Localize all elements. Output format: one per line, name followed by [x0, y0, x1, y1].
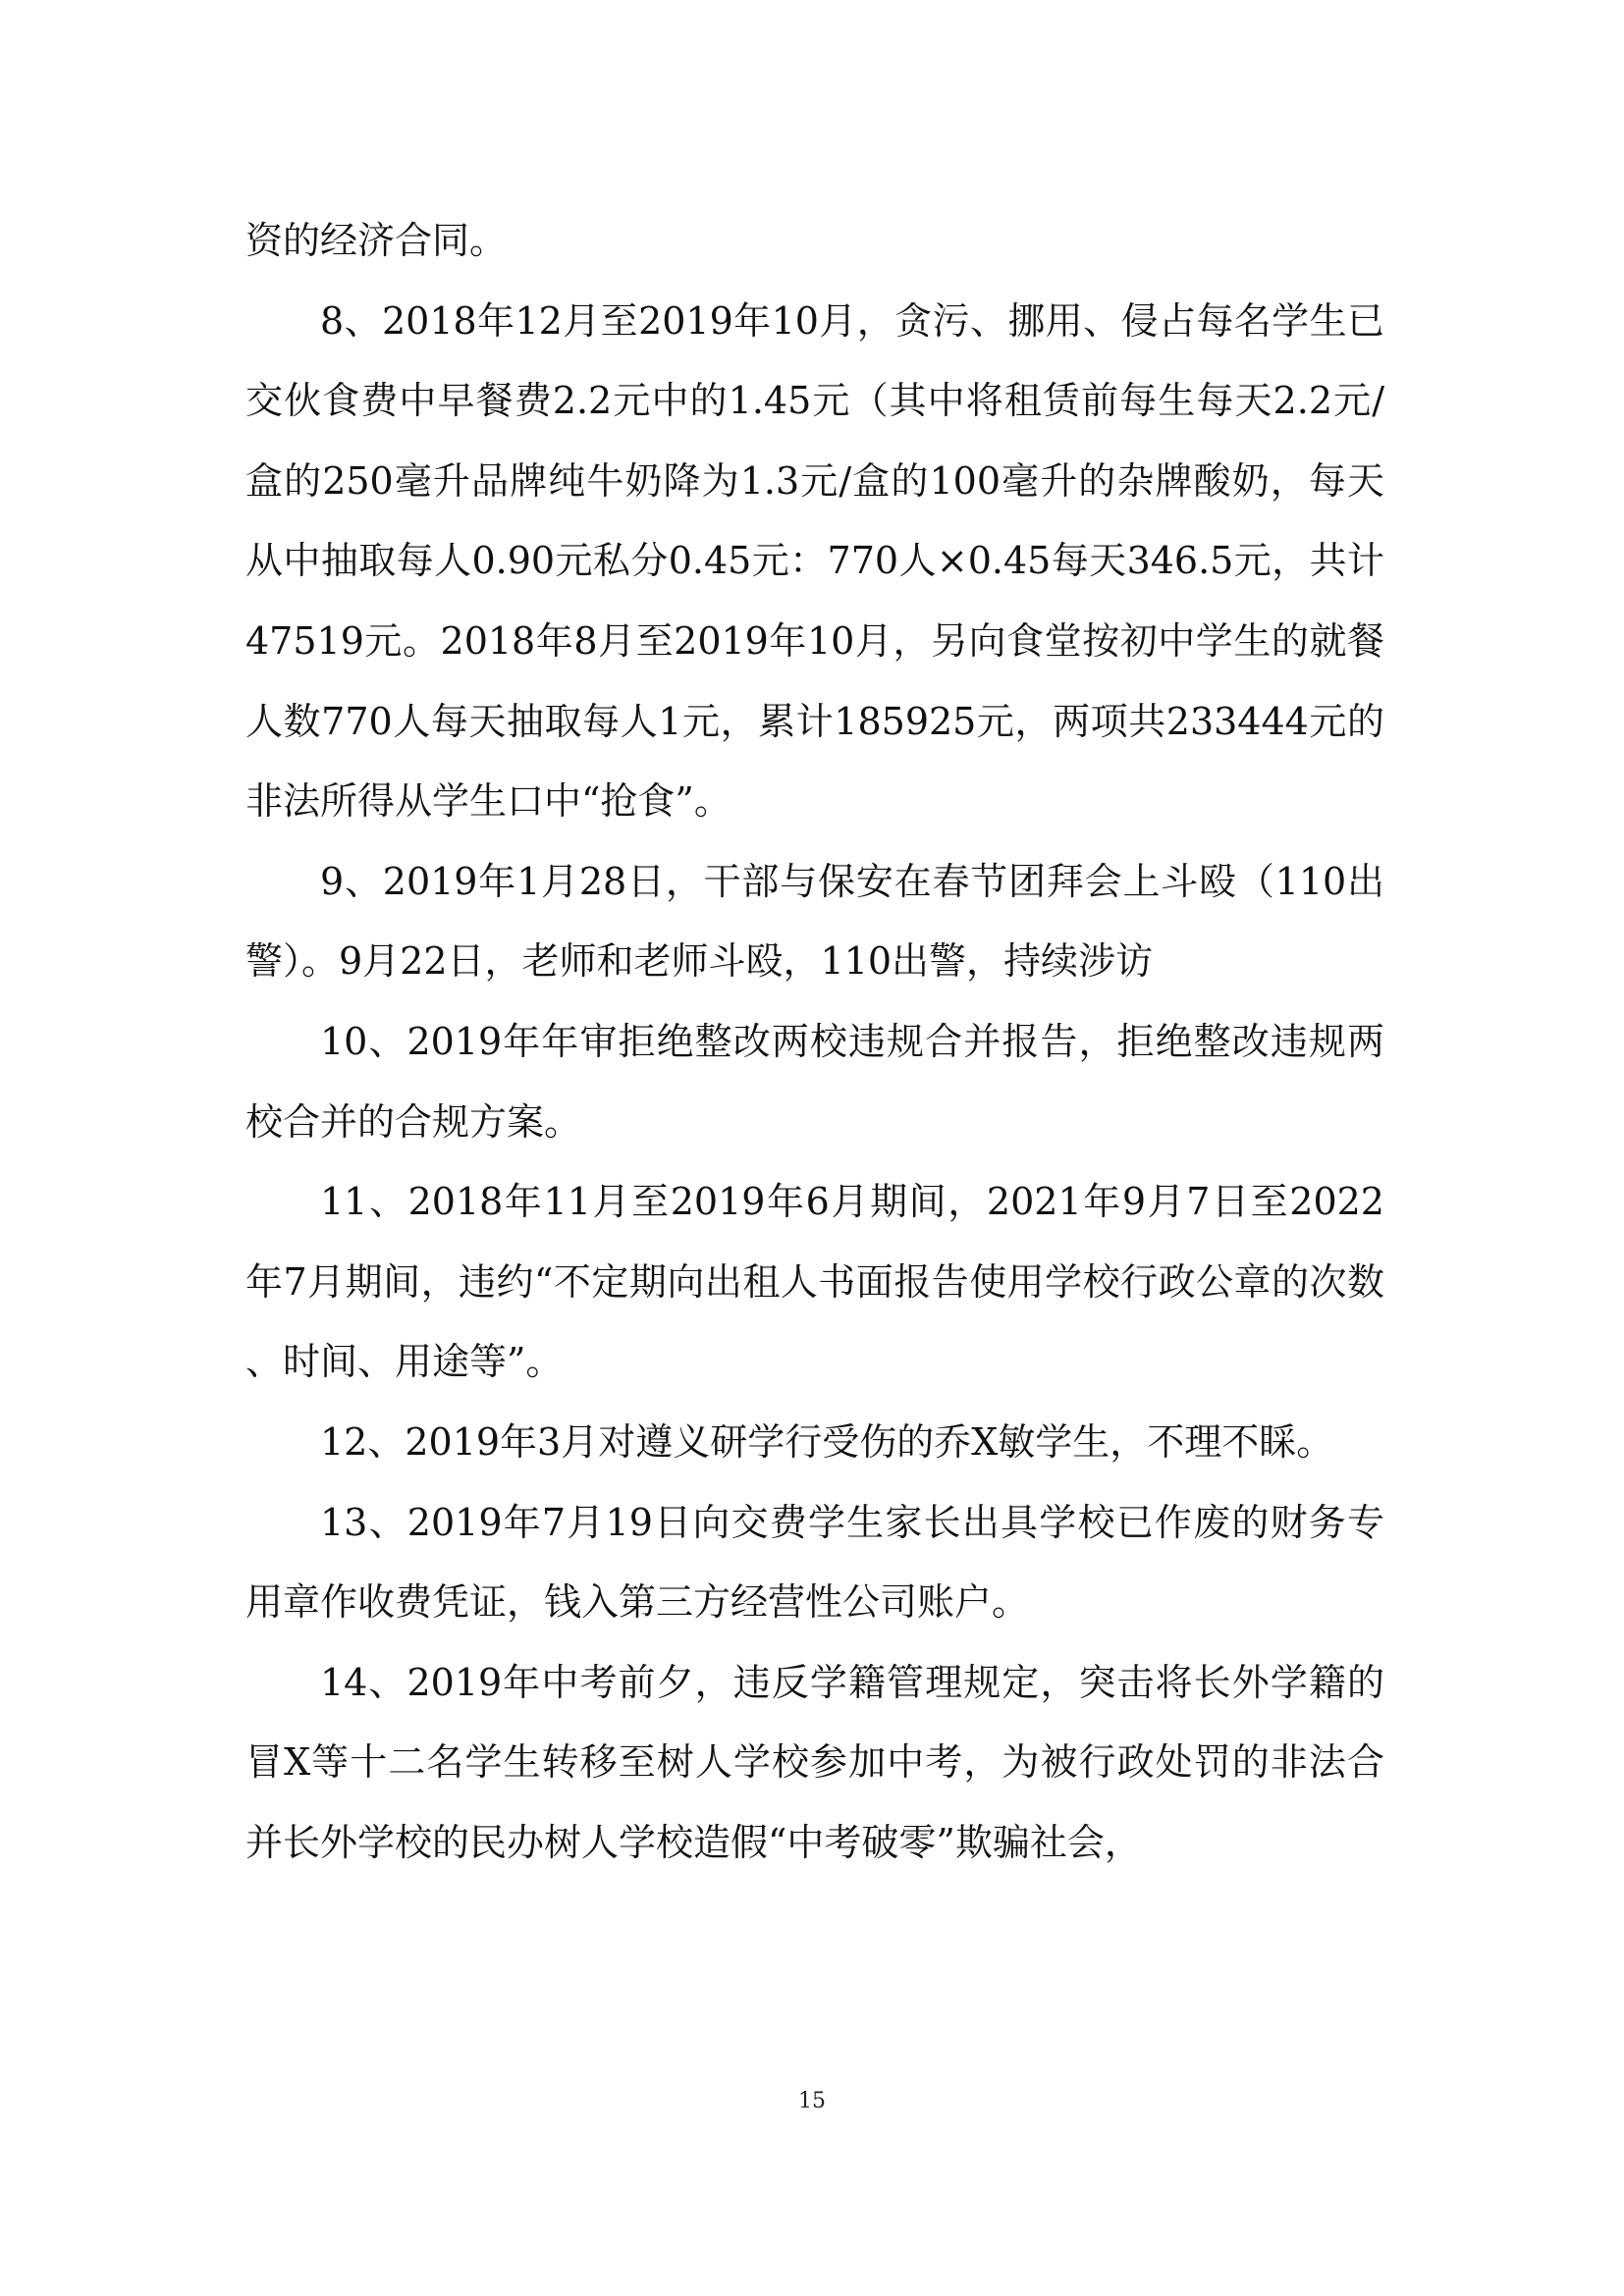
paragraph-item-9: 9、2019年1月28日，干部与保安在春节团拜会上斗殴（110出警）。9月22日，老师和老师斗殴，110出警，持续涉访 — [245, 859, 1384, 984]
paragraph-item-14: 14、2019年中考前夕，违反学籍管理规定，突击将长外学籍的冒X等十二名学生转移至树人学校参加中考，为被行政处罚的非法合并长外学校的民办树人学校造假“中考破零”欺骗社会， — [245, 1660, 1384, 1864]
paragraph-item-10: 10、2019年年审拒绝整改两校违规合并报告，拒绝整改违规两校合并的合规方案。 — [245, 1019, 1384, 1144]
page-number: 15 — [798, 2089, 826, 2113]
body-text — [245, 201, 1384, 1883]
paragraph-item-11: 11、2018年11月至2019年6月期间，2021年9月7日至2022年7月期间，违约“不定期向出租人书面报告使用学校行政公章的次数、时间、用途等”。 — [245, 1180, 1384, 1384]
paragraph-continuation: 资的经济合同。 — [245, 219, 508, 262]
paragraph-item-13: 13、2019年7月19日向交费学生家长出具学校已作废的财务专用章作收费凭证，钱入第三方经营性公司账户。 — [245, 1500, 1384, 1625]
paragraph-item-12: 12、2019年3月对遵义研学行受伤的乔X敏学生，不理不睬。 — [320, 1419, 1334, 1464]
paragraph-item-8: 8、2018年12月至2019年10月，贪污、挪用、侵占每名学生已交伙食费中早餐费2.2元中的1.45元（其中将租赁前每生每天2.2元/盒的250毫升品牌纯牛奶降为1.3元/盒的100毫升的杂牌酸奶，每天从中抽取每人0.90元私分0.45元：770人×0.45每天346.5元，共计47519元。2018年8月至2019年10月，另向食堂按初中学生的就餐人数770人每天抽取每人1元，累计185925元，两项共233444元的非法所得从学生口中“抢食”。 — [245, 298, 1384, 824]
